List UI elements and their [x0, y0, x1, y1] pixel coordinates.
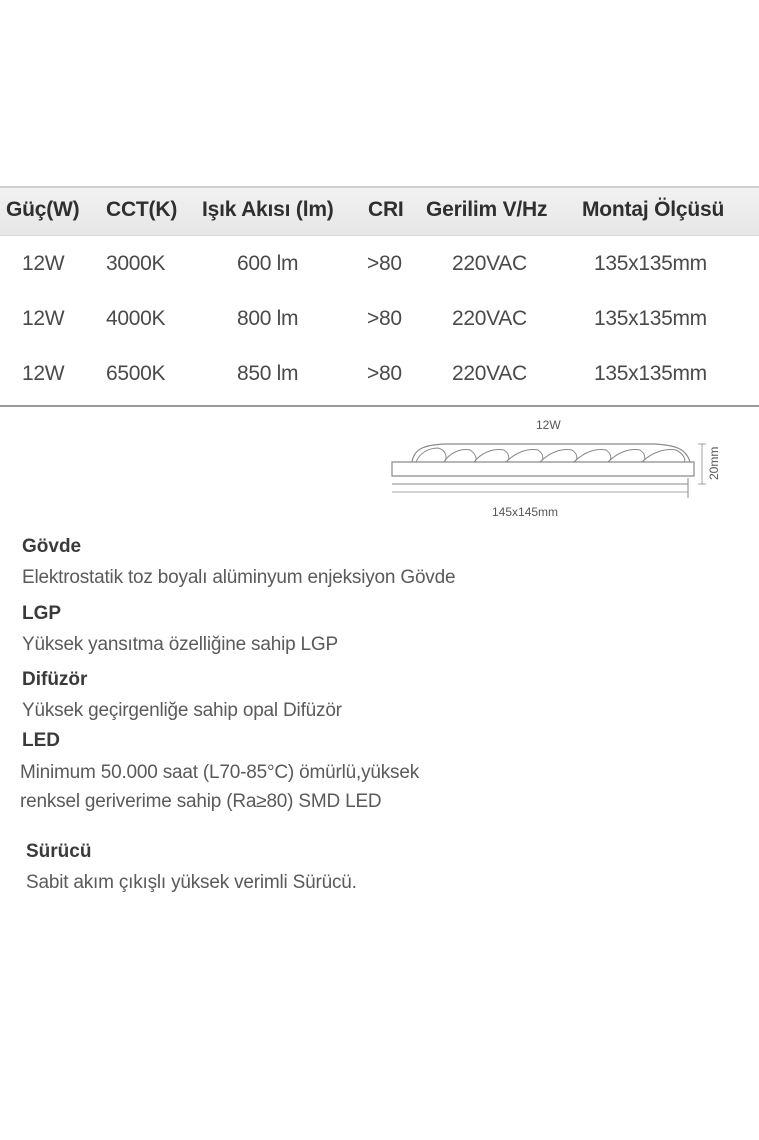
- cell-power: 12W: [22, 252, 65, 275]
- feature-title: LGP: [22, 603, 62, 624]
- cell-cct: 3000K: [106, 252, 166, 275]
- feature-text: Yüksek yansıtma özelliğine sahip LGP: [22, 634, 338, 655]
- drawing-width-label: 145x145mm: [492, 505, 559, 519]
- cell-voltage: 220VAC: [452, 362, 527, 385]
- drawing-height-label: 20mm: [707, 446, 721, 480]
- dimension-drawing: [386, 414, 746, 522]
- cell-luminous-flux: 850 lm: [237, 362, 299, 385]
- cell-luminous-flux: 600 lm: [237, 252, 299, 275]
- cell-mounting-size: 135x135mm: [594, 307, 707, 330]
- drawing-power-label: 12W: [536, 418, 561, 432]
- feature-title: Difüzör: [22, 669, 88, 690]
- cell-cct: 6500K: [106, 362, 166, 385]
- cell-mounting-size: 135x135mm: [594, 362, 707, 385]
- panel-side-view-drawing: [386, 414, 746, 522]
- table-row: [0, 240, 759, 292]
- feature-title: Sürücü: [26, 841, 92, 862]
- cell-cct: 4000K: [106, 307, 166, 330]
- cell-mounting-size: 135x135mm: [594, 252, 707, 275]
- cell-power: 12W: [22, 362, 65, 385]
- header-mounting-size: Montaj Ölçüsü: [582, 198, 725, 221]
- feature-text: Elektrostatik toz boyalı alüminyum enjeksiyon Gövde: [22, 567, 456, 588]
- feature-text: Minimum 50.000 saat (L70-85°C) ömürlü,yüksek: [20, 762, 420, 783]
- cell-cri: >80: [367, 252, 402, 275]
- header-luminous-flux: Işık Akısı (lm): [202, 198, 334, 221]
- header-power: Güç(W): [6, 198, 80, 221]
- cell-voltage: 220VAC: [452, 252, 527, 275]
- panel-led-pattern: [416, 448, 685, 462]
- spec-table: [0, 186, 759, 408]
- cell-cri: >80: [367, 362, 402, 385]
- table-header-row: [0, 186, 759, 236]
- header-cri: CRI: [368, 198, 404, 221]
- cell-cri: >80: [367, 307, 402, 330]
- header-cct: CCT(K): [106, 198, 178, 221]
- feature-title: Gövde: [22, 536, 82, 557]
- table-bottom-rule: [0, 405, 759, 407]
- feature-text: renksel geriverime sahip (Ra≥80) SMD LED: [20, 791, 382, 812]
- cell-voltage: 220VAC: [452, 307, 527, 330]
- cell-power: 12W: [22, 307, 65, 330]
- table-row: [0, 350, 759, 402]
- cell-luminous-flux: 800 lm: [237, 307, 299, 330]
- header-voltage: Gerilim V/Hz: [426, 198, 548, 221]
- feature-text: Sabit akım çıkışlı yüksek verimli Sürücü.: [26, 872, 357, 893]
- feature-title: LED: [22, 730, 60, 751]
- panel-frame-outline: [392, 462, 694, 476]
- feature-text: Yüksek geçirgenliğe sahip opal Difüzör: [22, 700, 342, 721]
- table-row: [0, 295, 759, 347]
